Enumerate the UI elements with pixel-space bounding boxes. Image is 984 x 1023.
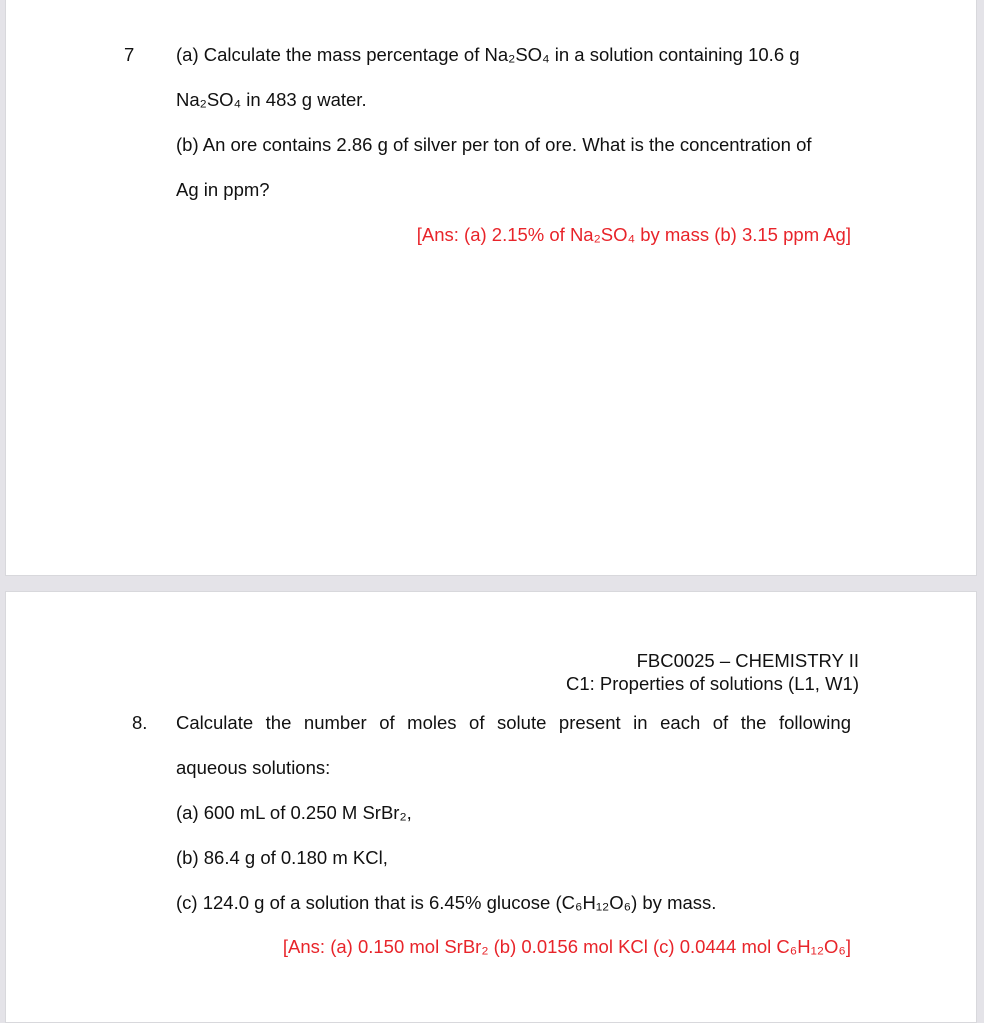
header-course: FBC0025 – CHEMISTRY II — [636, 650, 859, 671]
question-7b-line-2: Ag in ppm? — [176, 179, 270, 200]
question-8-answer: [Ans: (a) 0.150 mol SrBr₂ (b) 0.0156 mol KCl (c) 0.0444 mol C₆H₁₂O₆] — [282, 936, 851, 957]
question-8c: (c) 124.0 g of a solution that is 6.45% glucose (C₆H₁₂O₆) by mass. — [176, 892, 717, 913]
question-7a-line-1: (a) Calculate the mass percentage of Na₂SO₄ in a solution containing 10.6 g — [176, 44, 800, 65]
question-8-number: 8. — [132, 712, 148, 733]
question-7-answer: [Ans: (a) 2.15% of Na₂SO₄ by mass (b) 3.15 ppm Ag] — [416, 224, 851, 245]
question-8b: (b) 86.4 g of 0.180 m KCl, — [176, 847, 388, 868]
question-7-number: 7 — [124, 44, 135, 65]
question-7a-line-2: Na₂SO₄ in 483 g water. — [176, 89, 367, 110]
question-8a: (a) 600 mL of 0.250 M SrBr₂, — [176, 802, 412, 823]
page-2 — [5, 591, 977, 1023]
question-8-line-1: Calculate the number of moles of solute present in each of the following — [176, 712, 851, 733]
question-8-line-2: aqueous solutions: — [176, 757, 331, 778]
header-topic: C1: Properties of solutions (L1, W1) — [565, 673, 859, 694]
question-7b-line-1: (b) An ore contains 2.86 g of silver per ton of ore. What is the concentration of — [176, 134, 812, 155]
page-1 — [5, 0, 977, 576]
